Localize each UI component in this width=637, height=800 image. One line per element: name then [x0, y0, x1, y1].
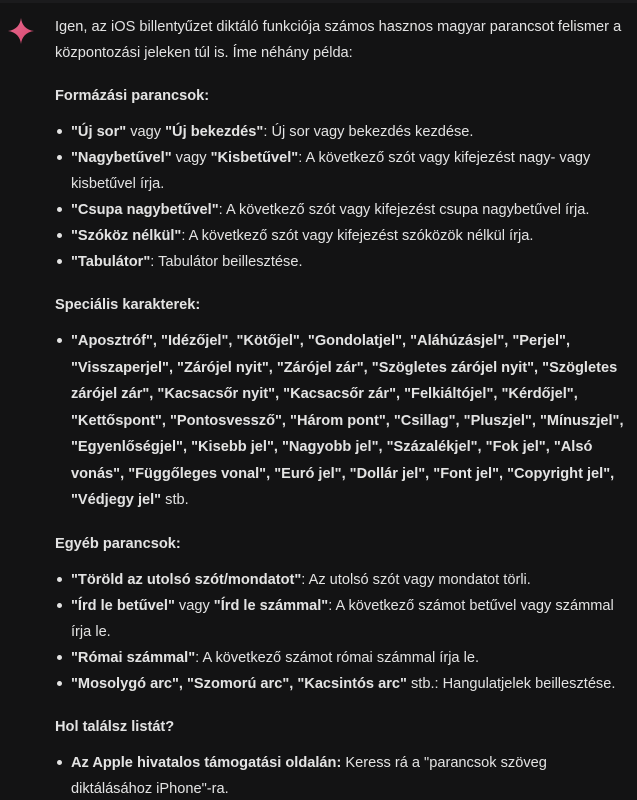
command-name: "Új sor"	[71, 124, 127, 140]
command-description: : A következő számot római számmal írja le.	[195, 649, 480, 666]
command-name: "Írd le számmal"	[213, 597, 329, 614]
top-edge	[0, 0, 637, 3]
section-heading: Formázási parancsok:	[55, 88, 210, 104]
command-name: "Kisbetűvel"	[210, 150, 299, 166]
list-item	[55, 223, 625, 249]
command-description: Keress rá a "parancsok szöveg diktálásához iPhone"-ra.	[71, 754, 547, 797]
command-description: : A következő számot betűvel vagy számmal írja le.	[71, 597, 614, 640]
intro-paragraph: Igen, az iOS billentyűzet diktáló funkciója számos hasznos magyar parancsot felismer a központozási jeleken túl is. Íme néhány példa:	[55, 19, 622, 61]
list-item	[55, 249, 625, 275]
list-item	[55, 328, 625, 514]
section-heading: Speciális karakterek:	[55, 297, 201, 313]
command-name: "Tabulátor"	[71, 254, 151, 270]
command-description: : A következő szót vagy kifejezést csupa nagybetűvel írja.	[218, 202, 590, 218]
command-name: Az Apple hivatalos támogatási oldalán:	[71, 754, 342, 771]
command-description: vagy	[126, 124, 166, 140]
list-item	[55, 119, 625, 145]
section-heading: Hol találsz listát?	[55, 718, 175, 735]
section-heading: Egyéb parancsok:	[55, 535, 181, 552]
bullet-list	[55, 328, 625, 514]
command-description: stb.: Hangulatjelek beillesztése.	[406, 675, 616, 692]
list-item	[55, 750, 625, 800]
list-item	[55, 645, 625, 671]
command-description: : Az utolsó szót vagy mondatot törli.	[301, 571, 531, 588]
command-name: "Új bekezdés"	[165, 124, 264, 140]
command-name: "Nagybetűvel"	[71, 150, 172, 166]
gemini-sparkle-icon	[8, 18, 34, 44]
bullet-list	[55, 119, 625, 275]
command-description: : Új sor vagy bekezdés kezdése.	[263, 124, 474, 140]
command-description: : A következő szót vagy kifejezést szóközök nélkül írja.	[181, 228, 534, 244]
list-item	[55, 567, 625, 593]
command-name: "Csupa nagybetűvel"	[71, 202, 219, 218]
response-body	[55, 14, 625, 800]
bullet-list	[55, 750, 625, 800]
list-item	[55, 671, 625, 697]
command-description: vagy	[174, 597, 214, 614]
bullet-list	[55, 567, 625, 697]
command-description: : A következő szót vagy kifejezést nagy- vagy kisbetűvel írja.	[71, 150, 591, 192]
list-item	[55, 197, 625, 223]
command-name: "Mosolygó arc", "Szomorú arc", "Kacsintós arc"	[71, 675, 407, 692]
command-description: stb.	[161, 492, 189, 508]
command-description: : Tabulátor beillesztése.	[150, 254, 303, 270]
list-item	[55, 145, 625, 197]
command-name: "Írd le betűvel"	[71, 597, 175, 614]
command-name: "Szóköz nélkül"	[71, 228, 182, 244]
command-name: "Töröld az utolsó szót/mondatot"	[71, 571, 302, 588]
command-name: "Aposztróf", "Idézőjel", "Kötőjel", "Gondolatjel", "Aláhúzásjel", "Perjel", "Visszaperjel", "Zárójel nyit", "Zárójel zár", "Szögletes zárójel nyit", "Szögletes zárójel zár", "Kacsacsőr nyit", "Kacsacsőr zár", "Felkiáltójel", "Kérdőjel", "Kettőspont", "Pontosvessző", "Három pont", "Csillag", "Pluszjel", "Mínuszjel", "Egyenlőségjel", "Kisebb jel", "Nagyobb jel", "Százalékjel", "Fok jel", "Alsó vonás", "Függőleges vonal", "Euró jel", "Dollár jel", "Font jel", "Copyright jel", "Védjegy jel"	[71, 333, 624, 508]
command-name: "Római számmal"	[71, 649, 196, 666]
list-item	[55, 593, 625, 645]
sections-container	[55, 83, 625, 800]
command-description: vagy	[171, 150, 211, 166]
